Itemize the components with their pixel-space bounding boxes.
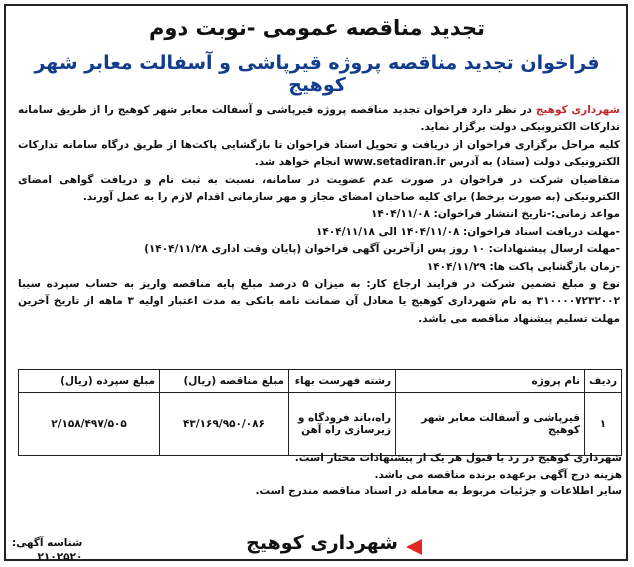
- footer-note: هزینه درج آگهی برعهده برنده مناقصه می باشد.: [374, 468, 622, 481]
- setad-url-link[interactable]: www.setadiran.ir: [343, 156, 446, 169]
- project-table: [18, 369, 622, 456]
- schedule-item: -زمان بازگشایی پاکت ها: ۱۴۰۴/۱۱/۲۹: [426, 260, 620, 273]
- pointer-arrow-icon: [406, 539, 422, 555]
- stages-paragraph: [18, 137, 620, 172]
- header-deposit-amount: مبلغ سپرده (ریال): [19, 370, 160, 393]
- footer-note: سایر اطلاعات و جزئیات مربوط به معامله در اسناد مناقصه مندرج است.: [255, 485, 622, 497]
- header-price-list-field: رشته فهرست بهاء: [289, 370, 396, 393]
- applicants-paragraph: متقاضیان شرکت در فراخوان در صورت عدم عضویت در سامانه، نسبت به ثبت نام و دریافت گواهی امضای الکترونیکی (به صورت برخط) برای کلیه صاحبان امضای مجاز و مهر سازمانی اقدام لازم را به عمل آورند.: [18, 173, 620, 204]
- notice-body: [18, 102, 620, 328]
- cell-tender-amount: ۴۳/۱۶۹/۹۵۰/۰۸۶: [160, 393, 289, 456]
- footer-notes: [18, 450, 622, 500]
- ad-id-block: [12, 536, 82, 564]
- tender-notice: [8, 8, 626, 563]
- cell-project-name: قیرپاشی و آسفالت معابر شهر کوهیج: [396, 393, 585, 456]
- schedule-heading: [18, 206, 620, 223]
- ad-id-value: ۲۱۰۲۵۲۰: [37, 551, 83, 563]
- guarantee-paragraph: نوع و مبلغ تضمین شرکت در فرایند ارجاع کار: به میزان ۵ درصد مبلغ پایه مناقصه واریز به حساب سپرده سیبا ۳۱۰۰۰۰۷۲۳۲۰۰۲ به نام شهرداری کوهیج یا معادل آن ضمانت نامه بانکی به مدت اعتبار اولیه ۳ ماهه از تاریخ آخرین مهلت تسلیم پیشنهاد مناقصه می باشد.: [18, 278, 621, 325]
- cell-deposit-amount: ۲/۱۵۸/۴۹۷/۵۰۵: [19, 393, 160, 456]
- intro-paragraph: [18, 102, 620, 137]
- header-project-name: نام پروژه: [396, 370, 585, 393]
- stages-text: کلیه مراحل برگزاری فراخوان از دریافت و تحویل اسناد فراخوان تا بازگشایی پاکت‌ها از طریق درگاه سامانه تدارکات الکترونیکی دولت (ستاد) به آدرس: [18, 138, 620, 169]
- header-tender-amount: مبلغ مناقصه (ریال): [160, 370, 289, 393]
- notice-subtitle: فراخوان تجدید مناقصه پروژه قیرپاشی و آسفالت معابر شهر کوهیج: [34, 52, 600, 96]
- cell-row-number: ۱: [585, 393, 622, 456]
- stages-text-end: انجام خواهد شد.: [254, 156, 344, 169]
- schedule-publish-date: -تاریخ انتشار فراخوان: ۱۴۰۴/۱۱/۰۸: [371, 208, 552, 221]
- schedule-label: مواعد زمانی:: [551, 208, 620, 221]
- intro-text: در نظر دارد فراخوان تجدید مناقصه پروژه قیرپاشی و آسفالت معابر شهر کوهیج را از طریق سامانه تدارکات الکترونیکی دولت برگزار نماید.: [18, 104, 620, 134]
- intro-organization: شهرداری کوهیج: [535, 104, 620, 116]
- cell-price-list-field: راه،باند فرودگاه و زیرسازی راه آهن: [289, 393, 396, 456]
- ad-id-label: شناسه آگهی:: [12, 537, 83, 549]
- table-row: [19, 393, 622, 456]
- schedule-item: -مهلت ارسال پیشنهادات: ۱۰ روز پس ازآخرین آگهی فراخوان (پایان وقت اداری ۱۴۰۴/۱۱/۲۸): [144, 243, 620, 256]
- schedule-item: -مهلت دریافت اسناد فراخوان: ۱۴۰۴/۱۱/۰۸ الی ۱۴۰۴/۱۱/۱۸: [316, 225, 620, 238]
- notice-title: تجدید مناقصه عمومی -نوبت دوم: [149, 16, 485, 40]
- table-header-row: [19, 370, 622, 393]
- footer-note: شهرداری کوهیج در رد یا قبول هر یک از پیشنهادات مختار است.: [294, 452, 622, 464]
- municipality-name: شهرداری کوهیج: [246, 532, 398, 554]
- header-row-number: ردیف: [585, 370, 622, 393]
